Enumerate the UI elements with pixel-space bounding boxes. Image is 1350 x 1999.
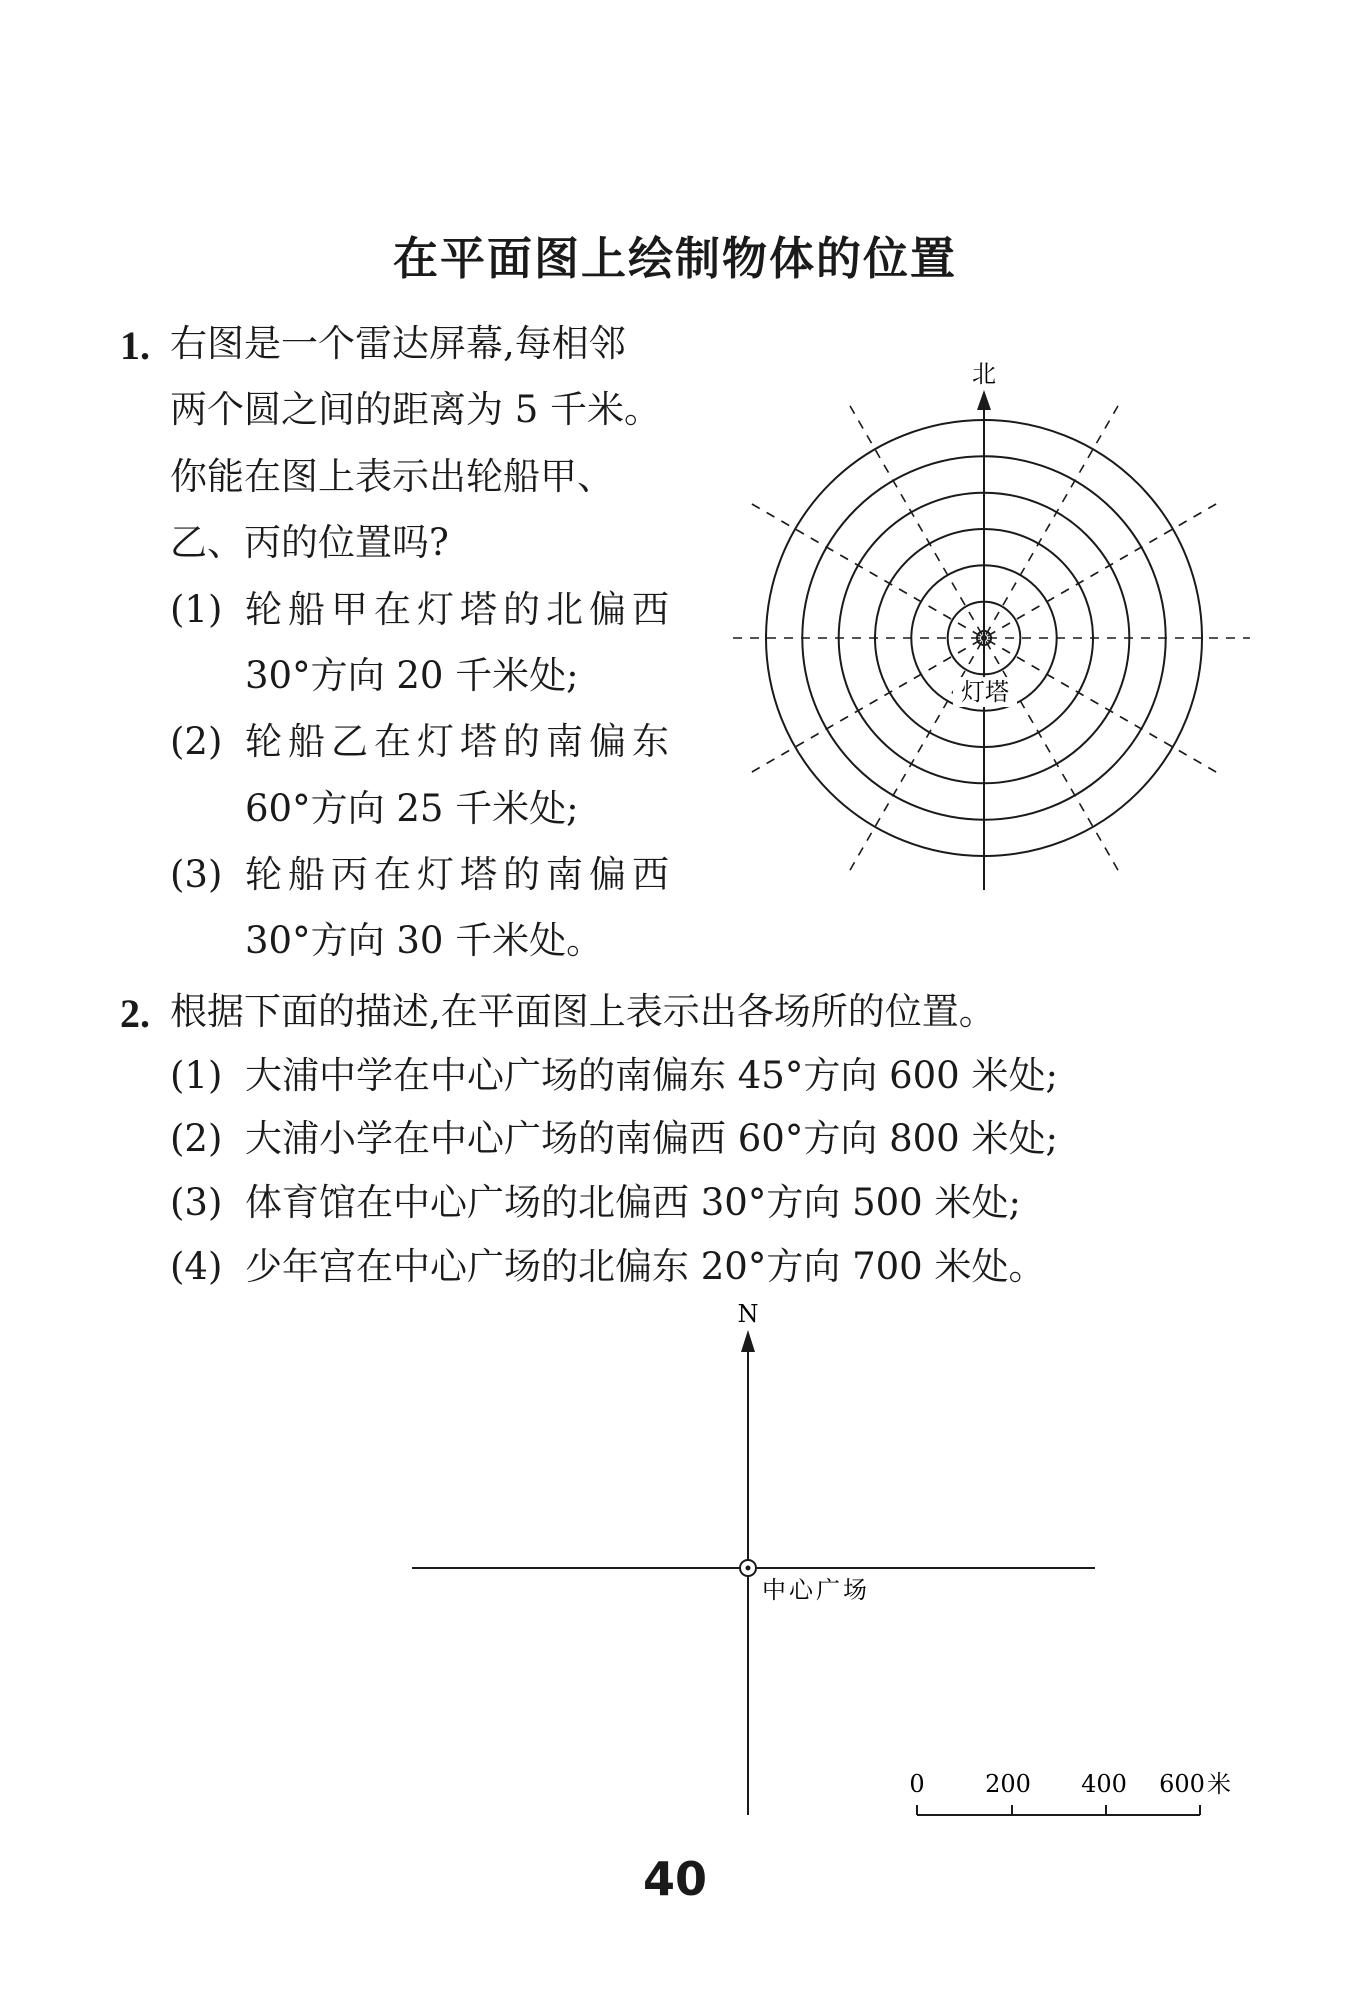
q2-item-2-text: 大浦小学在中心广场的南偏西 60°方向 800 米处; xyxy=(245,1117,1058,1160)
scale-unit: 米 xyxy=(1207,1770,1231,1798)
q1-text-line-3: 你能在图上表示出轮船甲、 xyxy=(170,455,614,498)
question-1-number: 1. xyxy=(120,323,150,368)
q2-item-1-index: (1) xyxy=(170,1054,223,1097)
q2-text: 根据下面的描述,在平面图上表示出各场所的位置。 xyxy=(170,990,996,1033)
q2-item-1-text: 大浦中学在中心广场的南偏东 45°方向 600 米处; xyxy=(245,1054,1058,1097)
lighthouse-label: 灯塔 xyxy=(961,678,1009,706)
q1-item-1-index: (1) xyxy=(170,588,223,631)
q1-item-1-line-1: 轮船甲在灯塔的北偏西 xyxy=(245,588,675,631)
page-number: 40 xyxy=(642,1852,707,1906)
question-2-number: 2. xyxy=(120,991,150,1036)
q1-item-2-line-1: 轮船乙在灯塔的南偏东 xyxy=(245,720,675,763)
q2-item-2-index: (2) xyxy=(170,1117,223,1160)
q1-text-line-1: 右图是一个雷达屏幕,每相邻 xyxy=(170,322,626,365)
scale-tick-400: 400 xyxy=(1081,1770,1127,1798)
map-north-label: N xyxy=(737,1300,759,1328)
north-label: 北 xyxy=(972,360,996,388)
scale-tick-0: 0 xyxy=(909,1770,925,1798)
center-square-label: 中心广场 xyxy=(762,1576,870,1604)
q2-item-3-text: 体育馆在中心广场的北偏西 30°方向 500 米处; xyxy=(245,1181,1021,1224)
q2-item-4-text: 少年宫在中心广场的北偏东 20°方向 700 米处。 xyxy=(245,1245,1046,1288)
north-arrow-icon xyxy=(977,390,991,410)
scale-tick-200: 200 xyxy=(985,1770,1031,1798)
q2-item-3-index: (3) xyxy=(170,1181,223,1224)
radar-diagram xyxy=(730,355,1250,910)
map-diagram xyxy=(400,1295,1250,1840)
q1-item-3-line-1: 轮船丙在灯塔的南偏西 xyxy=(245,853,675,896)
q1-text-line-4: 乙、丙的位置吗? xyxy=(170,521,449,564)
q1-text-line-2: 两个圆之间的距离为 5 千米。 xyxy=(170,388,662,431)
q2-item-4-index: (4) xyxy=(170,1245,223,1288)
q1-item-3-line-2: 30°方向 30 千米处。 xyxy=(245,919,604,962)
q1-item-1-line-2: 30°方向 20 千米处; xyxy=(245,654,579,697)
q1-item-3-index: (3) xyxy=(170,853,223,896)
q1-item-2-index: (2) xyxy=(170,720,223,763)
page-title: 在平面图上绘制物体的位置 xyxy=(392,232,957,285)
scale-bar xyxy=(909,1770,1231,1815)
q1-item-2-line-2: 60°方向 25 千米处; xyxy=(245,787,579,830)
scale-tick-600: 600 xyxy=(1159,1770,1205,1798)
